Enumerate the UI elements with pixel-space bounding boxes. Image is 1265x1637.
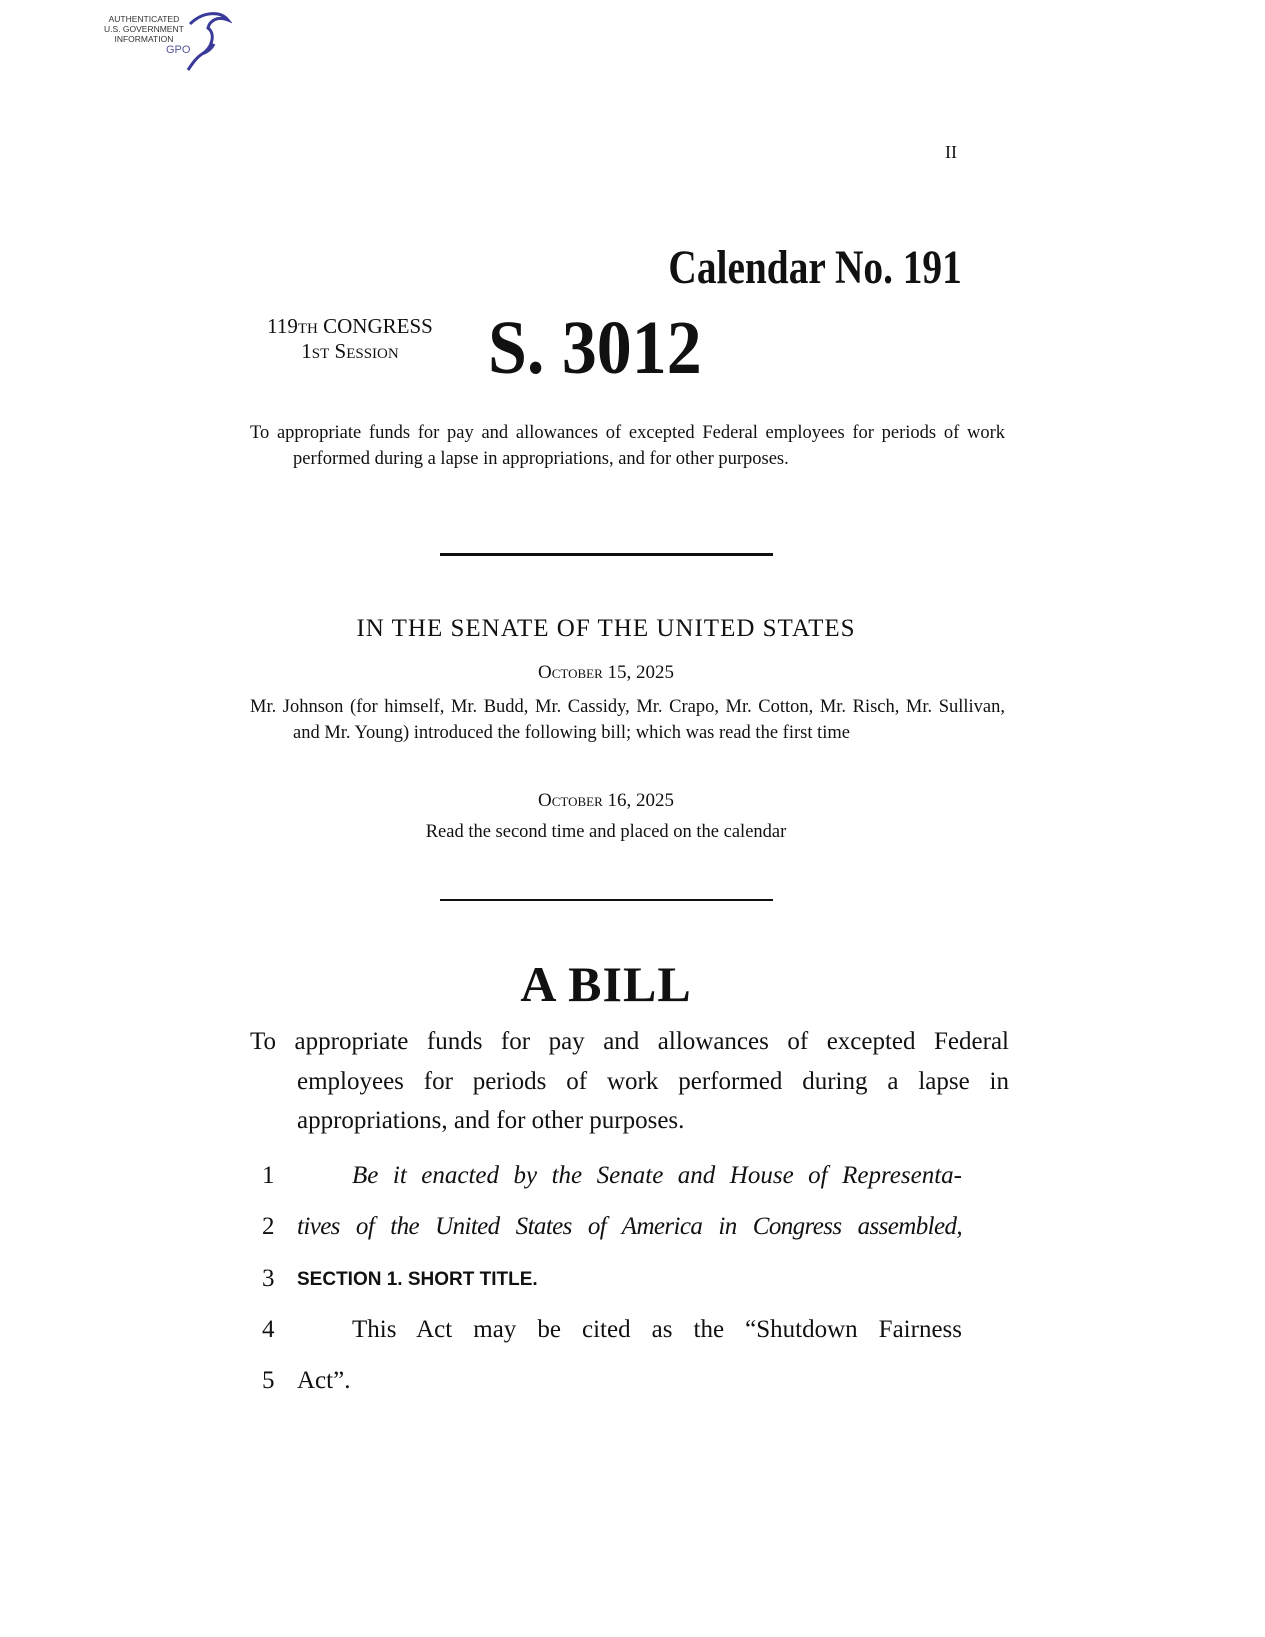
bill-line (0, 1265, 1265, 1317)
section-text: This Act may be cited as the “Shutdown Fairness (352, 1316, 962, 1343)
short-purpose: To appropriate funds for pay and allowances of excepted Federal employees for periods of work performed during a lapse in appropriations, and for other purposes. (250, 423, 1005, 469)
calendar-number: Calendar No. 191 (668, 241, 962, 294)
enacting-clause: tives of the United States of America in Congress assembled, (297, 1213, 962, 1240)
bill-heading: A BILL (520, 956, 692, 1012)
gpo-authentication-logo (100, 8, 235, 72)
logo-line: AUTHENTICATED (108, 14, 180, 24)
action-text: Read the second time and placed on the calendar (425, 822, 787, 842)
section-text: Act”. (297, 1367, 351, 1394)
eagle-icon (182, 8, 232, 72)
section-heading: SECTION 1. SHORT TITLE. (297, 1269, 538, 1290)
line-number: 5 (262, 1367, 275, 1394)
chamber-heading: IN THE SENATE OF THE UNITED STATES (356, 615, 856, 642)
line-number: 1 (262, 1162, 275, 1189)
line-number: 4 (262, 1316, 275, 1343)
enacting-clause: Be it enacted by the Senate and House of Representa- (352, 1162, 962, 1189)
bill-number: S. 3012 (488, 306, 702, 390)
divider (440, 899, 773, 901)
action-date: October 15, 2025 (537, 662, 675, 683)
sponsor-text: Mr. Johnson (for himself, Mr. Budd, Mr. Cassidy, Mr. Crapo, Mr. Cotton, Mr. Risch, Mr. Sullivan, and Mr. Young) introduced the following bill; which was read the first time (250, 697, 1005, 743)
bill-line (0, 1162, 1265, 1214)
bill-line (0, 1316, 1265, 1368)
line-number: 2 (262, 1213, 275, 1240)
print-code: II (945, 142, 957, 162)
congress: 119th CONGRESS (267, 314, 433, 338)
long-purpose: To appropriate funds for pay and allowances of excepted Federal employees for periods of work performed during a lapse in appropriations, and for other purposes. (250, 1028, 1009, 1134)
congress-session (250, 314, 450, 364)
bill-line (0, 1367, 1265, 1419)
bill-line (0, 1213, 1265, 1265)
session: 1st Session (301, 339, 399, 363)
divider (440, 553, 773, 556)
gpo-mark: GPO (166, 44, 191, 56)
logo-text (104, 14, 184, 44)
line-number: 3 (262, 1265, 275, 1292)
logo-line: U.S. GOVERNMENT (104, 24, 184, 34)
action-date: October 16, 2025 (537, 790, 675, 811)
logo-line: INFORMATION (114, 34, 174, 44)
